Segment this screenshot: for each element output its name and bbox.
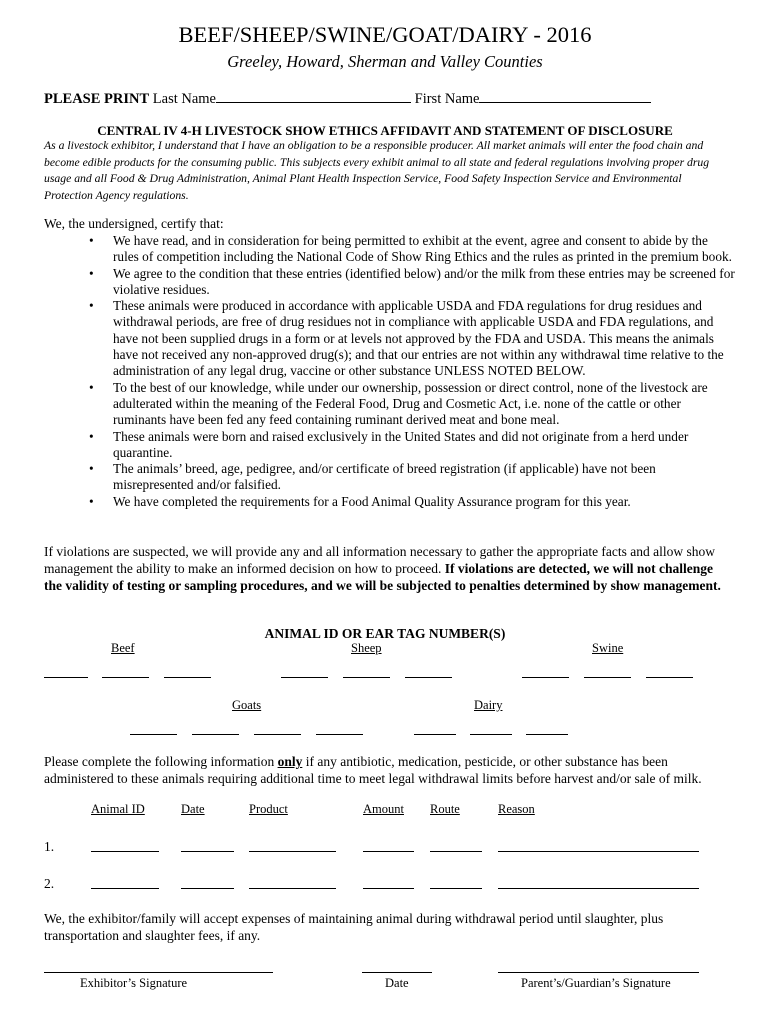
- swine-id-field[interactable]: [584, 677, 631, 678]
- reason-field[interactable]: [498, 888, 699, 889]
- signature-date-field[interactable]: [362, 972, 432, 973]
- beef-label: Beef: [111, 641, 135, 655]
- goat-id-field[interactable]: [254, 734, 301, 735]
- certification-item: • These animals were born and raised exclusively in the United States and did not originate from a herd under quarantine.: [86, 429, 736, 462]
- product-field[interactable]: [249, 888, 336, 889]
- sheep-id-field[interactable]: [281, 677, 328, 678]
- row-number: 2.: [44, 876, 55, 891]
- withdrawal-text-before: Please complete the following information: [44, 754, 278, 769]
- exhibitor-signature-label: Exhibitor’s Signature: [80, 976, 188, 990]
- certification-item: • These animals were produced in accordance with applicable USDA and FDA regulations for drug residues and withdrawal periods, are free of drug residues not in compliance with applicable USDA and FDA regulations, and have not been supplied drugs in a form or at levels not approved by the FDA and USDA. This means the animals have not received any non-approved drug(s); and that our entries are not within any withdrawal time relative to the administration of any legal drug, vaccine or other substance UNLESS NOTED BELOW.: [86, 298, 736, 379]
- certify-statement: We, the undersigned, certify that:: [44, 216, 224, 231]
- violations-paragraph: [44, 543, 734, 594]
- withdrawal-only-emphasis: only: [277, 754, 303, 769]
- withdrawal-instructions: [44, 753, 734, 787]
- column-header-animal-id: Animal ID: [91, 802, 145, 816]
- route-field[interactable]: [430, 851, 482, 852]
- signature-date-label: Date: [385, 976, 409, 990]
- dairy-id-field[interactable]: [526, 734, 568, 735]
- name-line: [44, 89, 651, 108]
- route-field[interactable]: [430, 888, 482, 889]
- last-name-label: Last Name: [152, 91, 216, 107]
- reason-field[interactable]: [498, 851, 699, 852]
- last-name-field[interactable]: [216, 89, 411, 103]
- violations-text: If violations are suspected, we will provide any and all information necessary to gather the appropriate facts and allow show management the ability to make an informed decision on how to proceed.: [44, 544, 716, 576]
- affidavit-intro: As a livestock exhibitor, I understand that I have an obligation to be a responsible producer. All market animals will enter the food chain and become edible products for the consuming public. This subjects every exhibit animal to all state and federal regulations involving proper drug usage and all Food & Drug Administration, Animal Plant Health Inspection Service, Food Safety Inspection Service and Environmental Protection Agency regulations.: [44, 139, 710, 202]
- sheep-label: Sheep: [351, 641, 382, 655]
- affidavit-heading: CENTRAL IV 4-H LIVESTOCK SHOW ETHICS AFFIDAVIT AND STATEMENT OF DISCLOSURE: [97, 123, 673, 138]
- please-print-label: PLEASE PRINT: [44, 91, 150, 107]
- goats-label: Goats: [232, 698, 262, 712]
- violations-bold-text: If violations are detected, we will not challenge the validity of testing or sampling procedures, and we will be subjected to penalties determined by show management.: [44, 561, 721, 593]
- form-title: BEEF/SHEEP/SWINE/GOAT/DAIRY - 2016: [178, 22, 592, 47]
- beef-id-field[interactable]: [102, 677, 149, 678]
- certification-item: • To the best of our knowledge, while under our ownership, possession or direct control, none of the livestock are adulterated within the meaning of the Federal Food, Drug and Cosmetic Act, i.e. none of the cattle or other ruminants have been fed any feed containing ruminant derived meat and bone meal.: [86, 380, 736, 429]
- animal-id-field[interactable]: [91, 888, 159, 889]
- product-field[interactable]: [249, 851, 336, 852]
- amount-field[interactable]: [363, 888, 414, 889]
- column-header-date: Date: [181, 802, 205, 816]
- swine-id-field[interactable]: [646, 677, 693, 678]
- certification-list: [86, 233, 736, 510]
- animal-id-field[interactable]: [91, 851, 159, 852]
- row-number: 1.: [44, 839, 55, 854]
- dairy-id-field[interactable]: [414, 734, 456, 735]
- withdrawal-text-after: if any antibiotic, medication, pesticide, or other substance has been administered to these animals requiring additional time to meet legal withdrawal limits before harvest and/or sale of milk.: [44, 754, 702, 786]
- date-field[interactable]: [181, 851, 234, 852]
- dairy-label: Dairy: [474, 698, 503, 712]
- goat-id-field[interactable]: [192, 734, 239, 735]
- first-name-field[interactable]: [479, 89, 651, 103]
- amount-field[interactable]: [363, 851, 414, 852]
- column-header-product: Product: [249, 802, 288, 816]
- goat-id-field[interactable]: [316, 734, 363, 735]
- sheep-id-field[interactable]: [343, 677, 390, 678]
- certification-item: • We have completed the requirements for a Food Animal Quality Assurance program for this year.: [86, 494, 736, 510]
- swine-id-field[interactable]: [522, 677, 569, 678]
- expenses-statement: We, the exhibitor/family will accept expenses of maintaining animal during withdrawal period until slaughter, plus transportation and slaughter fees, if any.: [44, 911, 664, 943]
- date-field[interactable]: [181, 888, 234, 889]
- beef-id-field[interactable]: [164, 677, 211, 678]
- form-subtitle: Greeley, Howard, Sherman and Valley Counties: [227, 52, 543, 71]
- column-header-amount: Amount: [363, 802, 404, 816]
- sheep-id-field[interactable]: [405, 677, 452, 678]
- parent-signature-field[interactable]: [498, 972, 699, 973]
- beef-id-field[interactable]: [44, 677, 88, 678]
- exhibitor-signature-field[interactable]: [44, 972, 273, 973]
- goat-id-field[interactable]: [130, 734, 177, 735]
- certification-item: • The animals’ breed, age, pedigree, and/or certificate of breed registration (if applicable) have not been misrepresented and/or falsified.: [86, 461, 736, 494]
- column-header-route: Route: [430, 802, 460, 816]
- parent-signature-label: Parent’s/Guardian’s Signature: [521, 976, 671, 990]
- first-name-label: First Name: [414, 91, 480, 107]
- animal-id-heading: ANIMAL ID OR EAR TAG NUMBER(S): [264, 626, 506, 641]
- swine-label: Swine: [592, 641, 624, 655]
- certification-item: • We have read, and in consideration for being permitted to exhibit at the event, agree and consent to abide by the rules of competition including the National Code of Show Ring Ethics and the rules as printed in the premium book.: [86, 233, 736, 266]
- column-header-reason: Reason: [498, 802, 535, 816]
- certification-item: • We agree to the condition that these entries (identified below) and/or the milk from these entries may be screened for violative residues.: [86, 266, 736, 299]
- dairy-id-field[interactable]: [470, 734, 512, 735]
